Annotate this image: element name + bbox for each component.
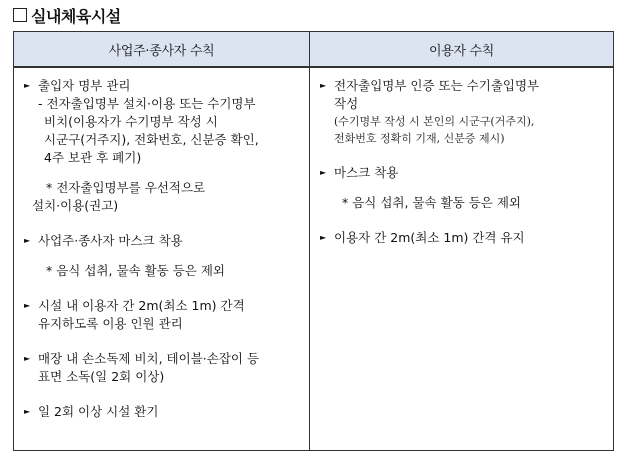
- item-sub-text: 비치(이용자가 수기명부 작성 시: [44, 114, 218, 129]
- item-sub-text: 시군구(거주지), 전화번호, 신분증 확인,: [44, 132, 259, 147]
- operator-rules-cell: [14, 67, 310, 451]
- triangle-bullet-icon: ►: [24, 236, 31, 245]
- list-item: [320, 164, 603, 182]
- user-rules-cell: [310, 67, 614, 451]
- item-small-text: (수기명부 작성 시 본인의 시군구(거주지),: [334, 115, 535, 128]
- item-sub-text: - 전자출입명부 설치·이용 또는 수기명부: [38, 96, 256, 111]
- triangle-bullet-icon: ►: [320, 168, 327, 177]
- item-text: 이용자 간 2m(최소 1m) 간격 유지: [334, 230, 525, 245]
- item-text: 일 2회 이상 시설 환기: [38, 404, 159, 419]
- list-item: [24, 350, 299, 386]
- triangle-bullet-icon: ►: [320, 233, 327, 242]
- note-text: * 음식 섭취, 물속 활동 등은 제외: [342, 195, 521, 210]
- note-text: * 음식 섭취, 물속 활동 등은 제외: [46, 263, 225, 278]
- item-text: 마스크 착용: [334, 165, 399, 180]
- triangle-bullet-icon: ►: [24, 81, 31, 90]
- item-sub-text: 4주 보관 후 폐기): [44, 150, 142, 165]
- list-item: [24, 403, 299, 421]
- list-item: [320, 77, 603, 147]
- section-heading: [13, 3, 121, 27]
- note-text: * 전자출입명부를 우선적으로: [46, 180, 206, 195]
- triangle-bullet-icon: ►: [24, 407, 31, 416]
- item-text: 시설 내 이용자 간 2m(최소 1m) 간격: [38, 298, 245, 313]
- list-item: [24, 297, 299, 333]
- triangle-bullet-icon: ►: [320, 81, 327, 90]
- item-text: 표면 소독(일 2회 이상): [38, 369, 165, 384]
- list-item: [24, 232, 299, 250]
- item-text: 출입자 명부 관리: [38, 78, 131, 93]
- triangle-bullet-icon: ►: [24, 354, 31, 363]
- note-text: 설치·이용(권고): [32, 198, 119, 213]
- operator-rules-header: 사업주·종사자 수칙: [14, 32, 310, 68]
- list-item: [320, 229, 603, 247]
- item-text: 사업주·종사자 마스크 착용: [38, 233, 183, 248]
- item-small-text: 전화번호 정확히 기재, 신분증 제시): [334, 132, 505, 145]
- triangle-bullet-icon: ►: [24, 301, 31, 310]
- item-text: 전자출입명부 인증 또는 수기출입명부: [334, 78, 540, 93]
- header-row: [14, 32, 614, 68]
- empty-square-box-icon: [13, 8, 27, 22]
- user-rules-header: 이용자 수칙: [310, 32, 614, 68]
- heading-text: 실내체육시설: [31, 6, 121, 26]
- item-text: 유지하도록 이용 인원 관리: [38, 316, 183, 331]
- item-text: 매장 내 손소독제 비치, 테이블·손잡이 등: [38, 351, 260, 366]
- rules-table: [13, 31, 614, 451]
- content-row: [14, 67, 614, 451]
- item-text: 작성: [334, 96, 359, 111]
- list-item: [24, 77, 299, 167]
